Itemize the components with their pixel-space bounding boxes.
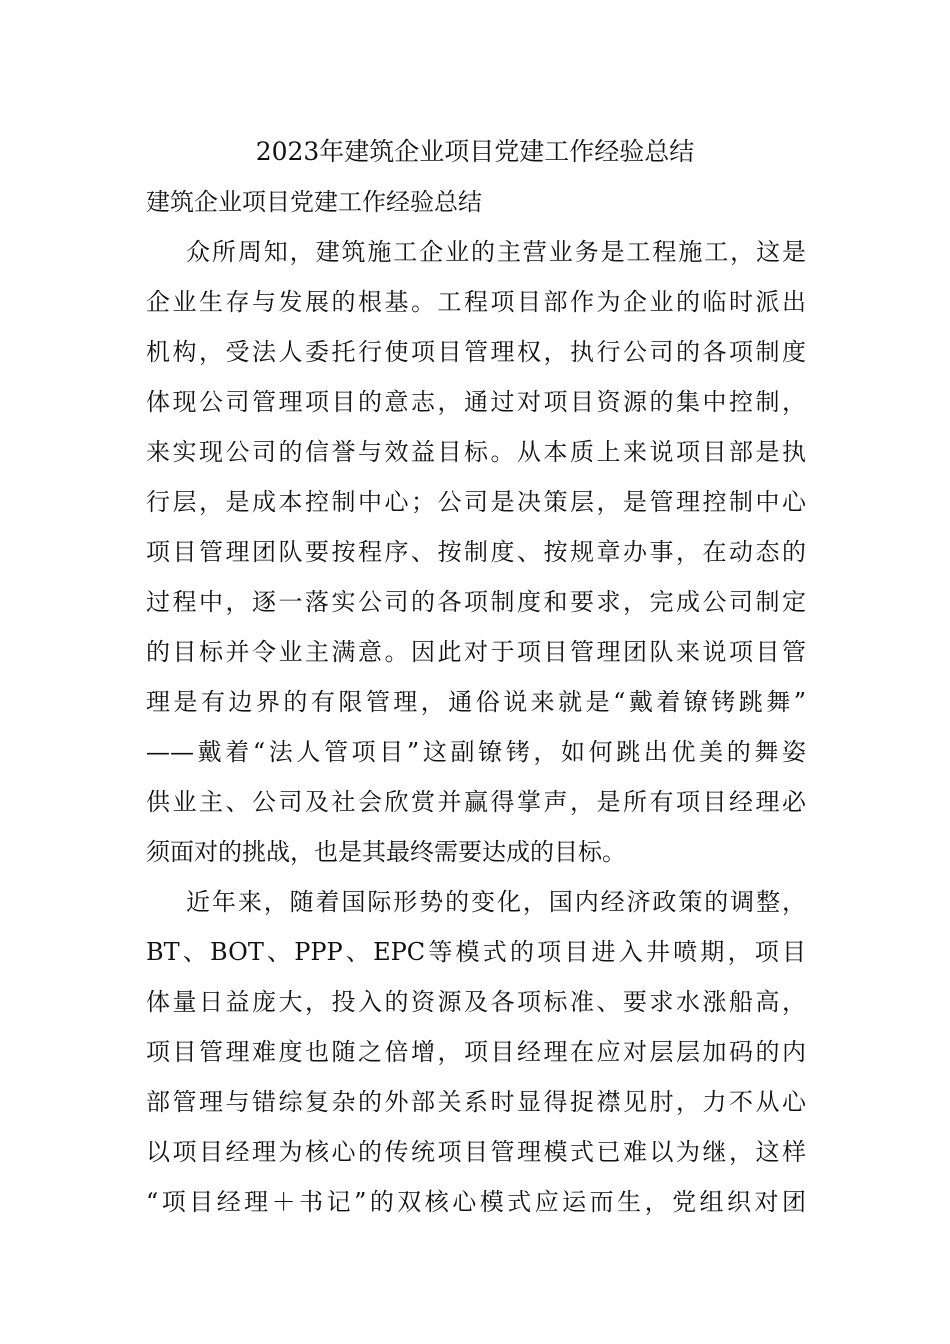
paragraph-2-line: 项目管理难度也随之倍增，项目经理在应对层层加码的内 (146, 1038, 806, 1066)
paragraph-1-line: 过程中，逐一落实公司的各项制度和要求，完成公司制定 (146, 588, 806, 616)
paragraph-1-line: 理是有边界的有限管理，通俗说来就是“戴着镣铐跳舞” (146, 688, 806, 716)
paragraph-2-line: “项目经理＋书记”的双核心模式应运而生，党组织对团 (146, 1188, 806, 1216)
paragraph-2-line: 近年来，随着国际形势的变化，国内经济政策的调整， (186, 888, 806, 916)
paragraph-1-line: 项目管理团队要按程序、按制度、按规章办事，在动态的 (146, 538, 806, 566)
paragraph-2-line: 以项目经理为核心的传统项目管理模式已难以为继，这样 (146, 1138, 806, 1166)
document-title: 2023年建筑企业项目党建工作经验总结 (255, 137, 695, 166)
paragraph-1-line: 来实现公司的信誉与效益目标。从本质上来说项目部是执 (146, 438, 806, 466)
paragraph-1-line: 行层，是成本控制中心；公司是决策层，是管理控制中心 (146, 488, 806, 516)
paragraph-1-line: 企业生存与发展的根基。工程项目部作为企业的临时派出 (146, 288, 806, 316)
paragraph-1-line: 机构，受法人委托行使项目管理权，执行公司的各项制度 (146, 338, 806, 366)
paragraph-2-line: 部管理与错综复杂的外部关系时显得捉襟见肘，力不从心 (146, 1088, 806, 1116)
paragraph-1-line: 供业主、公司及社会欣赏并赢得掌声，是所有项目经理必 (146, 788, 806, 816)
paragraph-2-line: BT、BOT、PPP、EPC等模式的项目进入井喷期，项目 (146, 938, 806, 966)
paragraph-1-line: 的目标并令业主满意。因此对于项目管理团队来说项目管 (146, 638, 806, 666)
paragraph-1-line: 须面对的挑战，也是其最终需要达成的目标。 (146, 838, 626, 866)
paragraph-1-line: ——戴着“法人管项目”这副镣铐，如何跳出优美的舞姿 (146, 738, 806, 766)
paragraph-1-line: 体现公司管理项目的意志，通过对项目资源的集中控制， (146, 388, 806, 416)
paragraph-2-line: 体量日益庞大，投入的资源及各项标准、要求水涨船高， (146, 988, 806, 1016)
paragraph-1-line: 众所周知，建筑施工企业的主营业务是工程施工，这是 (186, 238, 806, 266)
document-subtitle: 建筑企业项目党建工作经验总结 (146, 188, 482, 216)
